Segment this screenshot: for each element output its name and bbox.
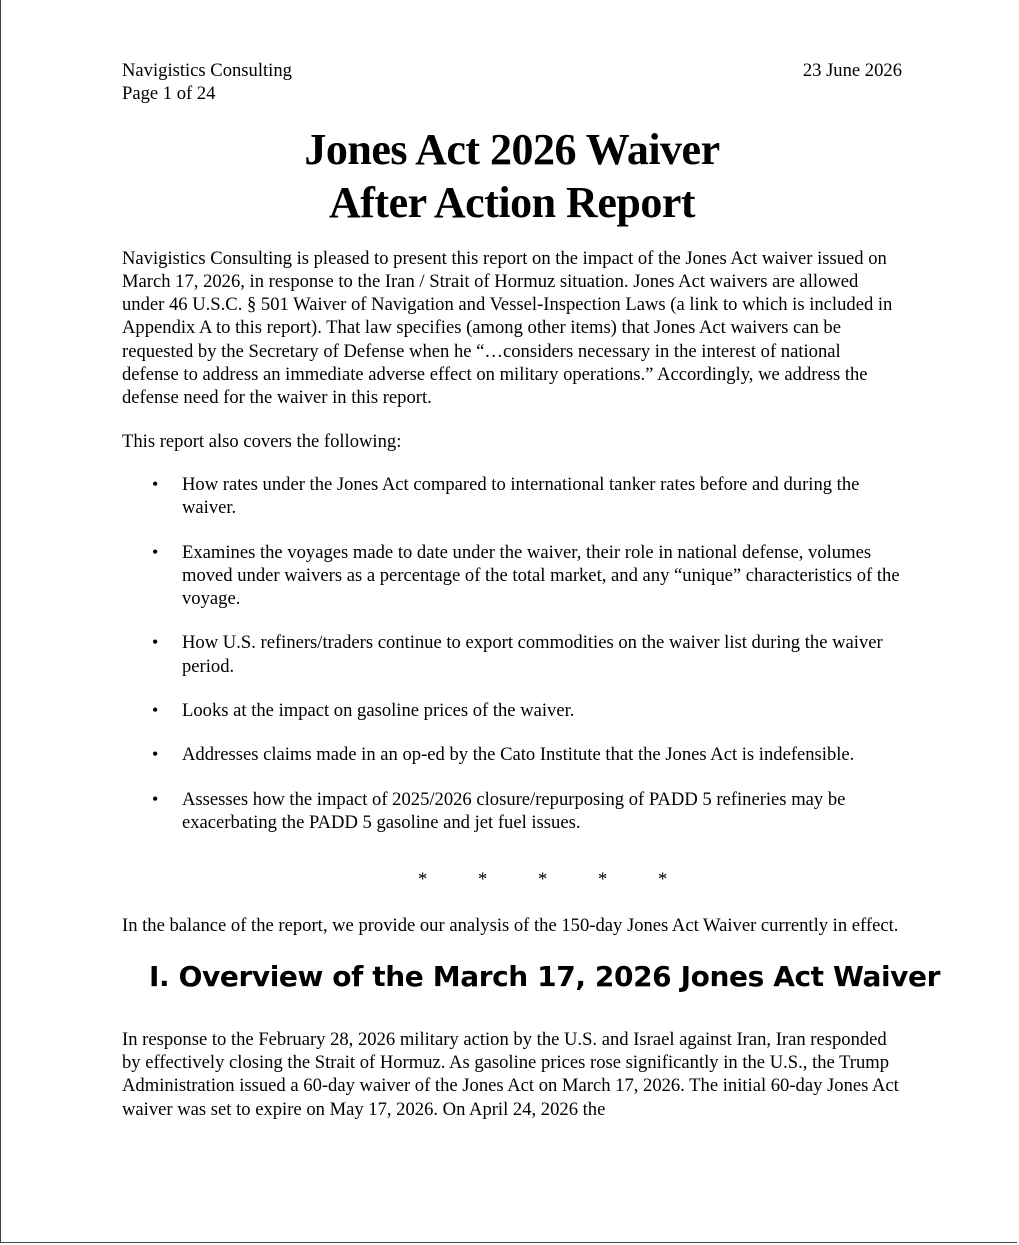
header-left (122, 59, 292, 106)
bullet-list (122, 473, 902, 834)
list-item: • How U.S. refiners/traders continue to export commodities on the waiver list during the waiver period. (152, 632, 883, 677)
list-item: • Looks at the impact on gasoline prices of the waiver. (152, 700, 575, 722)
separator-star: * (538, 869, 548, 891)
list-item: • Examines the voyages made to date under the waiver, their role in national defense, volumes moved under waivers as a percentage of the total market, and any “unique” characteristics of the voyage. (152, 541, 900, 610)
list-item: • Assesses how the impact of 2025/2026 closure/repurposing of PADD 5 refineries may be exacerbating the PADD 5 gasoline and jet fuel issues. (152, 788, 846, 833)
bullet-icon: • (152, 788, 159, 809)
title-line-1: Jones Act 2026 Waiver (304, 124, 720, 174)
company-name: Navigistics Consulting (122, 60, 292, 81)
bullet-icon: • (152, 473, 159, 494)
section-paragraph: In response to the February 28, 2026 military action by the U.S. and Israel against Iran, Iran responded by effectively closing the Strait of Hormuz. As gasoline prices rose significantly in the U.S., the Trump Administration issued a 60-day waiver of the Jones Act on March 17, 2026. The initial 60-day Jones Act waiver was set to expire on May 17, 2026. On April 24, 2026 the (122, 1028, 899, 1120)
title-line-2: After Action Report (328, 177, 696, 227)
page-content (122, 59, 941, 1121)
intro-paragraph: Navigistics Consulting is pleased to present this report on the impact of the Jones Act waiver issued on March 17, 2026, in response to the Iran / Strait of Hormuz situation. Jones Act waivers are allowed under 46 U.S.C. § 501 Waiver of Navigation and Vessel-Inspection Laws (a link to which is included in Appendix A to this report). That law specifies (among other items) that Jones Act waivers can be requested by the Secretary of Defense when he “…considers necessary in the interest of national defense to address an immediate adverse effect on military operations.” Accordingly, we address the defense need for the waiver in this report. (122, 247, 893, 409)
page-number: Page 1 of 24 (122, 83, 216, 105)
separator-star: * (478, 869, 488, 891)
bullet-icon: • (152, 541, 159, 562)
list-item: • How rates under the Jones Act compared to international tanker rates before and during the waiver. (152, 473, 860, 519)
separator-star: * (418, 869, 428, 891)
covers-lead: This report also covers the following: (122, 430, 402, 452)
report-title (122, 123, 902, 229)
bullet-icon: • (152, 632, 159, 653)
bullet-icon: • (152, 700, 159, 721)
page-header (122, 59, 902, 106)
list-item: • Addresses claims made in an op-ed by the Cato Institute that the Jones Act is indefensible. (152, 744, 855, 766)
report-date: 23 June 2026 (802, 60, 902, 81)
bullet-icon: • (152, 744, 159, 765)
balance-paragraph: In the balance of the report, we provide our analysis of the 150-day Jones Act Waiver currently in effect. (122, 914, 899, 936)
separator-star: * (598, 869, 608, 891)
section-heading: I. Overview of the March 17, 2026 Jones Act Waiver (149, 959, 941, 993)
section-separator (122, 868, 902, 891)
separator-star: * (658, 869, 668, 891)
